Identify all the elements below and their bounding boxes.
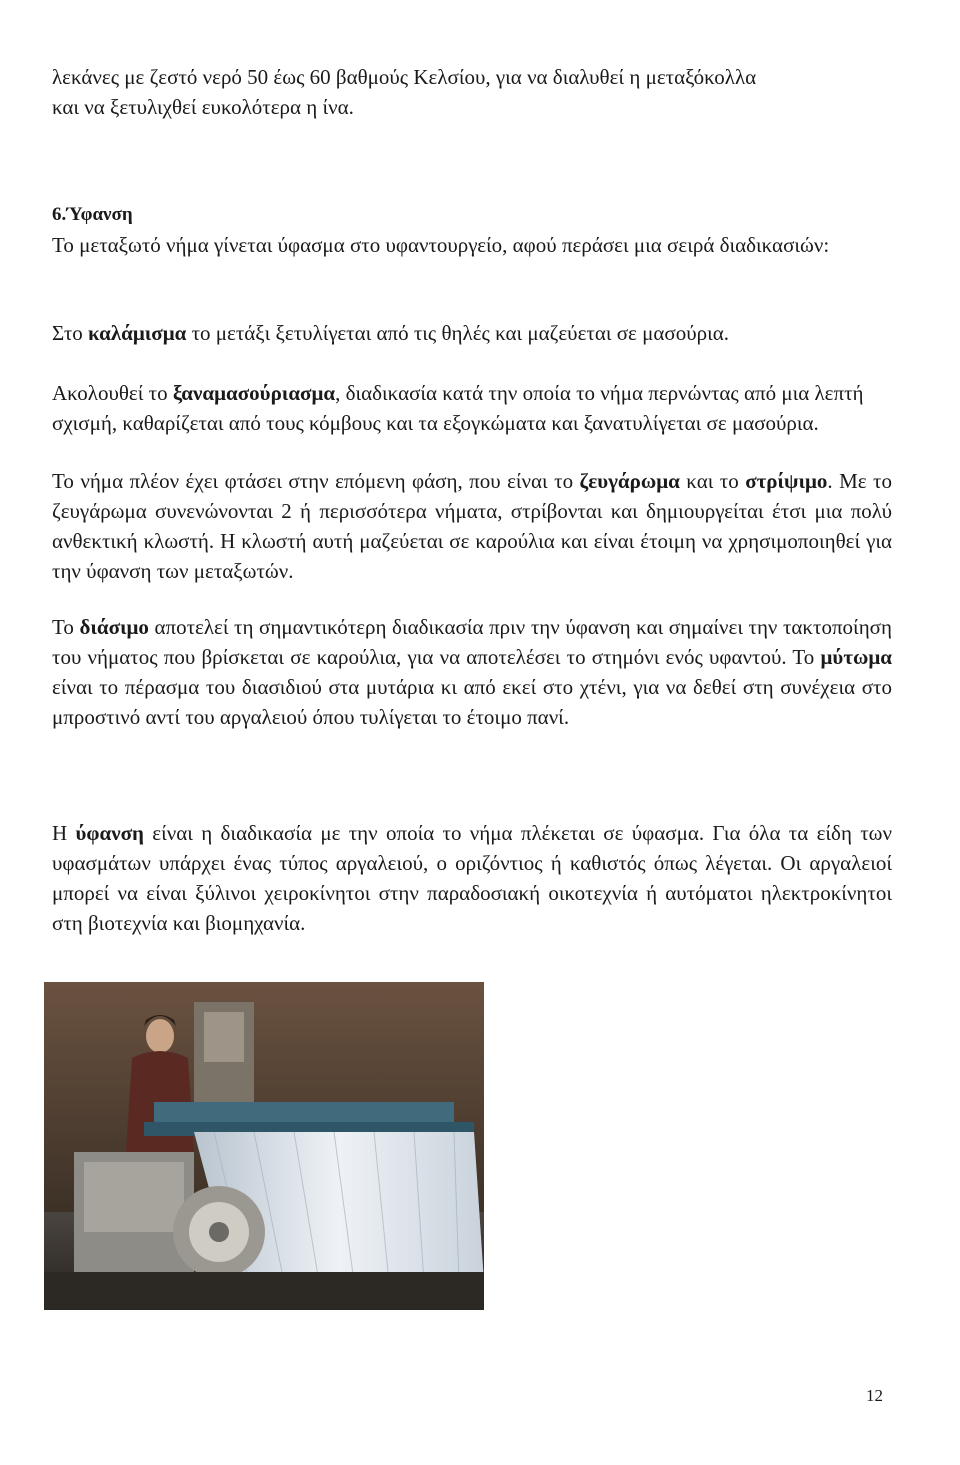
yfansi-term: ύφανση bbox=[75, 821, 144, 845]
yfansi-pre: Η bbox=[52, 821, 76, 845]
kalamisma-post: το μετάξι ξετυλίγεται από τις θηλές και μαζεύεται σε μασούρια. bbox=[186, 321, 729, 345]
loom-photo-illustration bbox=[44, 982, 484, 1310]
kalamisma-pre: Στο bbox=[52, 321, 89, 345]
diasimo-mid: αποτελεί τη σημαντικότερη διαδικασία πριν την ύφανση και σημαίνει την τακτοποίηση του νήματος που βρίσκεται σε καρούλια, για να αποτελέσει το στημόνι ενός υφαντού. Το bbox=[52, 615, 892, 669]
intro-line-1: λεκάνες με ζεστό νερό 50 έως 60 βαθμούς Κελσίου, για να διαλυθεί η μεταξόκολλα bbox=[52, 65, 757, 89]
section-intro-text: Το μεταξωτό νήμα γίνεται ύφασμα στο υφαντουργείο, αφού περάσει μια σειρά διαδικασιών: bbox=[52, 233, 830, 257]
zeug-post: . Με το ζευγάρωμα συνενώνονται 2 ή περισσότερα νήματα, στρίβονται και δημιουργείται έτσι μια πολύ ανθεκτική κλωστή. Η κλωστή αυτή μαζεύεται σε καρούλια και είναι έτοιμη να χρησιμοποιηθεί για την ύφανση των μεταξωτών. bbox=[52, 469, 892, 583]
xanamas-pre: Ακολουθεί το bbox=[52, 381, 173, 405]
xanamasouriasma-paragraph bbox=[52, 378, 892, 438]
yfansi-post: είναι η διαδικασία με την οποία το νήμα πλέκεται σε ύφασμα. Για όλα τα είδη των υφασμάτων υπάρχει ένας τύπος αργαλειού, ο οριζόντιος ή καθιστός όπως λέγεται. Οι αργαλειοί μπορεί να είναι ξύλινοι χειροκίνητοι στην παραδοσιακή οικοτεχνία ή αυτόματοι ηλεκτροκίνητοι στη βιοτεχνία και βιομηχανία. bbox=[52, 821, 893, 935]
zeugaroma-paragraph bbox=[52, 466, 892, 586]
yfansi-paragraph bbox=[52, 818, 892, 938]
section-heading: 6.Ύφανση bbox=[52, 204, 133, 225]
section-intro-paragraph bbox=[52, 230, 892, 260]
zeug-term-1: ζευγάρωμα bbox=[579, 469, 680, 493]
xanamas-term: ξαναμασούριασμα bbox=[172, 381, 336, 405]
diasimo-term-1: διάσιμο bbox=[79, 615, 149, 639]
zeug-mid: και το bbox=[679, 469, 746, 493]
diasimo-pre: Το bbox=[52, 615, 80, 639]
kalamisma-paragraph bbox=[52, 318, 892, 348]
intro-paragraph bbox=[52, 62, 892, 122]
intro-line-2: και να ξετυλιχθεί ευκολότερα η ίνα. bbox=[52, 95, 354, 119]
page-number: 12 bbox=[866, 1386, 883, 1405]
diasimo-post: είναι το πέρασμα του διασιδιού στα μυτάρια κι από εκεί στο χτένι, για να δεθεί στη συνέχεια στο μπροστινό αντί του αργαλειού όπου τυλίγεται το έτοιμο πανί. bbox=[52, 675, 892, 729]
kalamisma-term: καλάμισμα bbox=[88, 321, 187, 345]
diasimo-term-2: μύτωμα bbox=[820, 645, 892, 669]
xanamas-post: , διαδικασία κατά την οποία το νήμα περνώντας από μια λεπτή σχισμή, καθαρίζεται από τους κόμβους και τα εξογκώματα και ξανατυλίγεται σε μασούρια. bbox=[52, 381, 864, 435]
diasimo-paragraph bbox=[52, 612, 892, 732]
loom-photo bbox=[44, 982, 484, 1310]
zeug-term-2: στρίψιμο bbox=[745, 469, 828, 493]
zeug-pre: Το νήμα πλέον έχει φτάσει στην επόμενη φάση, που είναι το bbox=[52, 469, 580, 493]
